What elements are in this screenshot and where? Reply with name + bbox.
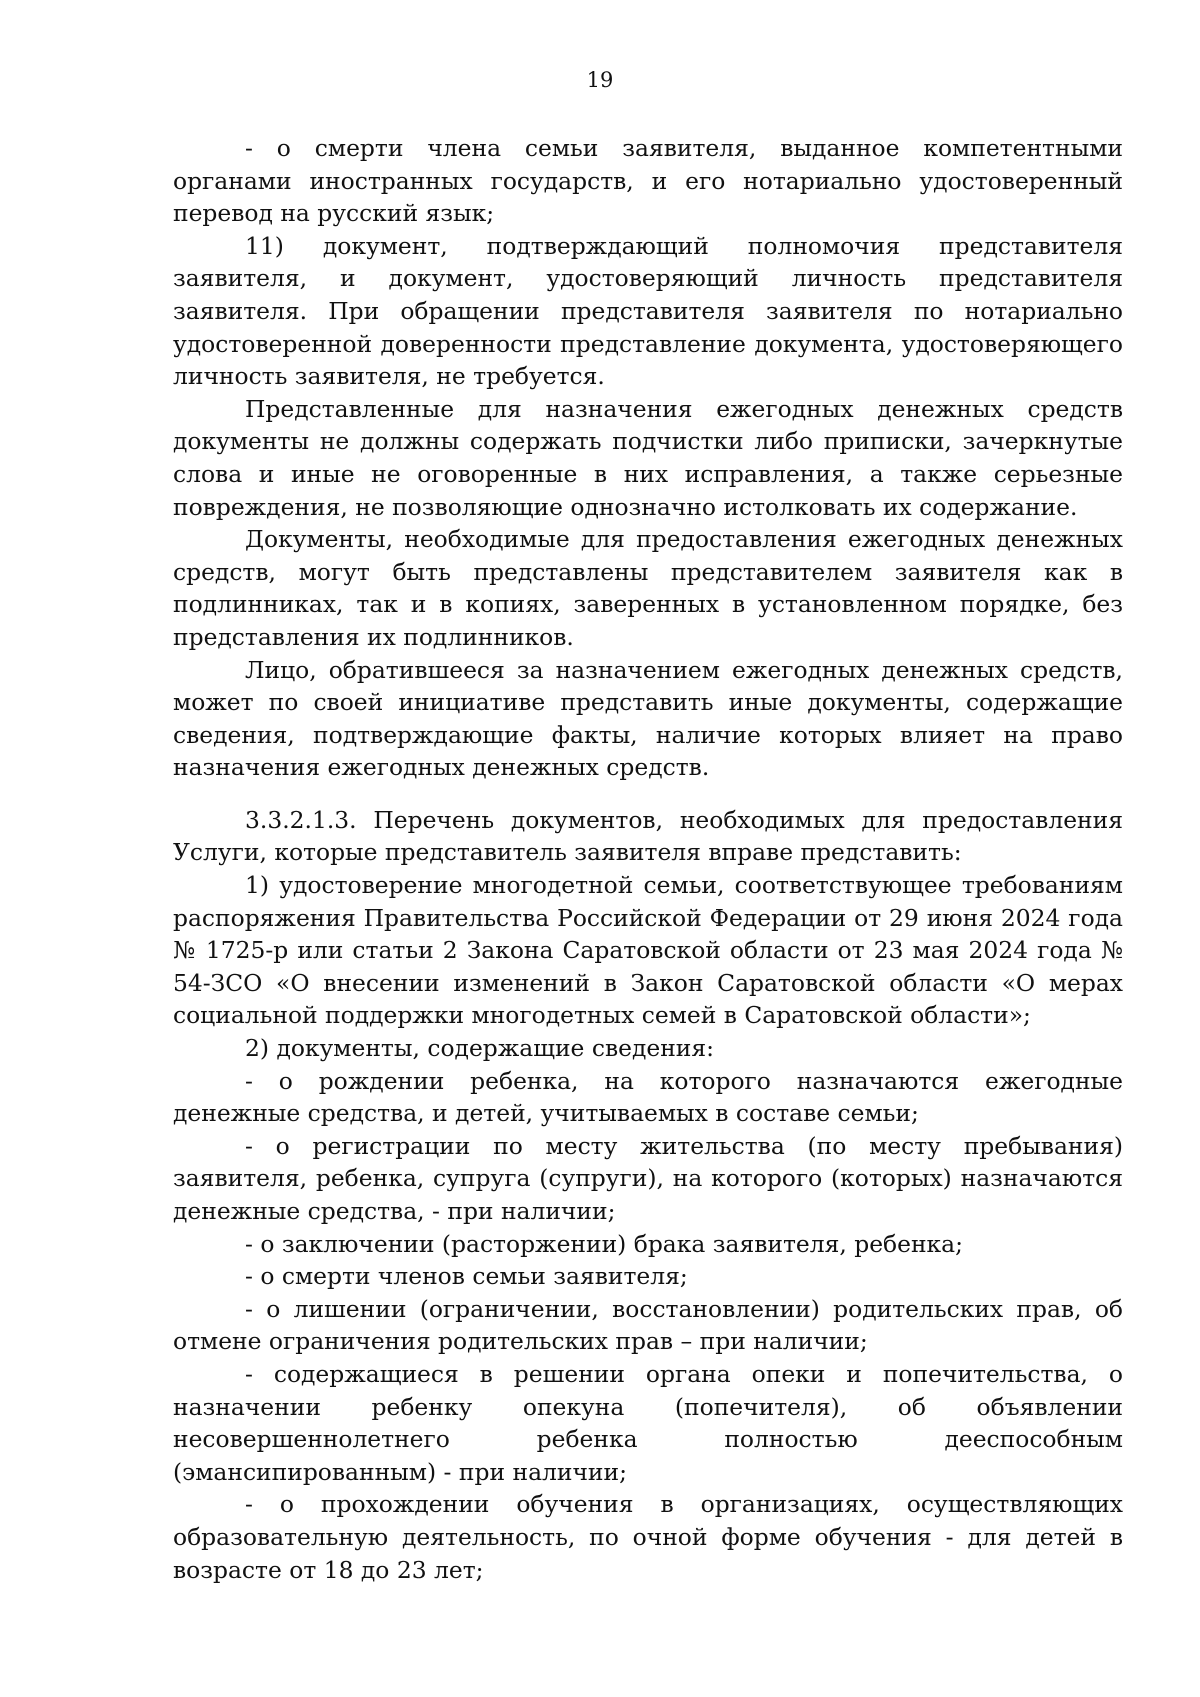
list-item-death: - о смерти членов семьи заявителя; (245, 1262, 688, 1291)
paragraph-originals-or-copies: Документы, необходимые для предоставления ежегодных денежных средств, могут быть представлены представителем заявителя как в подлинниках, так и в копиях, заверенных в установленном порядке, без представления их подлинников. (173, 525, 1123, 651)
paragraph-death-certificate-foreign: - о смерти члена семьи заявителя, выданное компетентными органами иностранных государств, и его нотариально удостоверенный перевод на русский язык; (173, 134, 1123, 228)
paragraph-item-11-representative: 11) документ, подтверждающий полномочия представителя заявителя, и документ, удостоверяющий личность представителя заявителя. При обращении представителя заявителя по нотариально удостоверенной доверенности представление документа, удостоверяющего личность заявителя, не требуется. (173, 231, 1123, 391)
list-item-education: - о прохождении обучения в организациях, осуществляющих образовательную деятельность, по очной форме обучения - для детей в возрасте от 18 до 23 лет; (173, 1490, 1123, 1584)
page-number: 19 (586, 68, 614, 92)
list-item-birth: - о рождении ребенка, на которого назначаются ежегодные денежные средства, и детей, учитываемых в составе семьи; (173, 1066, 1123, 1128)
list-item-guardianship: - содержащиеся в решении органа опеки и попечительства, о назначении ребенку опекуна (попечителя), об объявлении несовершеннолетнего ребенка полностью дееспособным (эмансипированным) - при наличии; (173, 1359, 1123, 1486)
paragraph-other-documents: Лицо, обратившееся за назначением ежегодных денежных средств, может по своей инициативе представить иные документы, содержащие сведения, подтверждающие факты, наличие которых влияет на право назначения ежегодных денежных средств. (173, 655, 1123, 782)
paragraph-section-3-3-2-1-3: 3.3.2.1.3. Перечень документов, необходимых для предоставления Услуги, которые представитель заявителя вправе представить: (173, 805, 1123, 867)
list-item-parental-rights: - о лишении (ограничении, восстановлении) родительских прав, об отмене ограничения родительских прав – при наличии; (173, 1294, 1123, 1356)
list-item-marriage: - о заключении (расторжении) брака заявителя, ребенка; (245, 1229, 964, 1258)
paragraph-item-2-documents: 2) документы, содержащие сведения: (245, 1034, 715, 1063)
paragraph-document-requirements: Представленные для назначения ежегодных денежных средств документы не должны содержать подчистки либо приписки, зачеркнутые слова и иные не оговоренные в них исправления, а также серьезные повреждения, не позволяющие однозначно истолковать их содержание. (173, 394, 1123, 521)
paragraph-item-1-certificate: 1) удостоверение многодетной семьи, соответствующее требованиям распоряжения Правительства Российской Федерации от 29 июня 2024 года № 1725-р или статьи 2 Закона Саратовской области от 23 мая 2024 года № 54-ЗСО «О внесении изменений в Закон Саратовской области «О мерах социальной поддержки многодетных семей в Саратовской области»; (173, 871, 1123, 1030)
list-item-registration: - о регистрации по месту жительства (по месту пребывания) заявителя, ребенка, супруга (супруги), на которого (которых) назначаются денежные средства, - при наличии; (173, 1131, 1123, 1225)
document-body (173, 132, 1123, 1586)
